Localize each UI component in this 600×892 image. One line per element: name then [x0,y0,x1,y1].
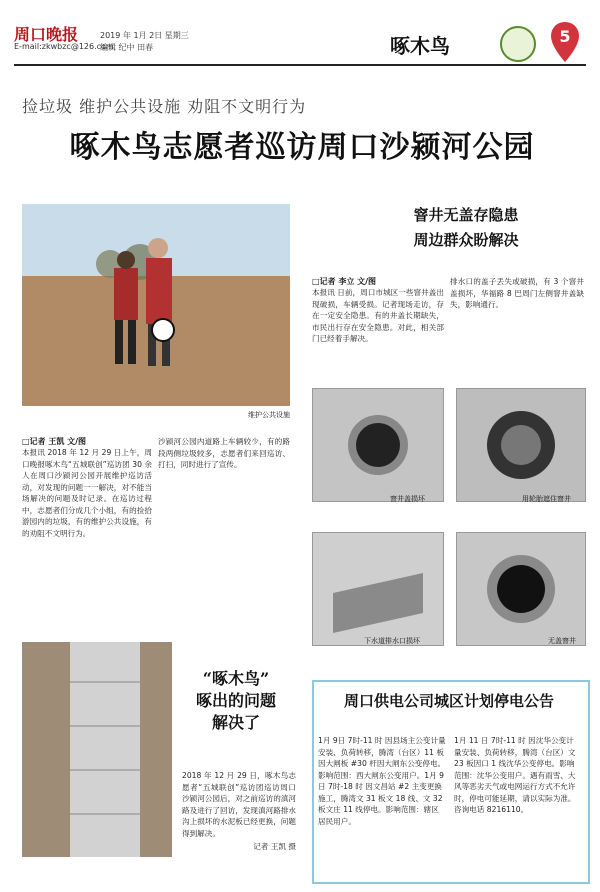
section-badge-icon [500,26,536,62]
manhole-byline: □记者 李立 文/图 [312,277,377,286]
manhole-photo-c [312,532,444,646]
woodpecker-body [182,770,296,853]
header-rule [14,64,586,66]
photo-caption: 维护公共设施 [248,411,290,419]
repaired-road-photo [22,642,172,857]
volunteer-photo [22,204,290,406]
photo-a-caption: 窨井盖损坏 [390,495,425,503]
page-number-badge [548,20,582,64]
manhole-photo-a [312,388,444,502]
power-notice-title: 周口供电公司城区计划停电公告 [343,692,554,710]
email-address: E-mail:zkwbzc@126.com [14,42,114,51]
photo-d-caption: 无盖窨井 [548,637,576,645]
main-article-column-1 [22,436,152,539]
article-headline: 啄木鸟志愿者巡访周口沙颍河公园 [69,130,535,165]
woodpecker-body-text: 2018 年 12 月 29 日，啄木鸟志愿者“五城联创”巡访团巡访周口沙颍河公园后，对之前巡访的滇河路及进行了回访，发现滇河路排水沟上损坏的水泥板已经更换，问题得到解决。 [182,771,296,838]
woodpecker-title-line: “啄木鸟” [202,669,270,688]
photo-c-caption: 下水道排水口损坏 [364,637,420,645]
pull-quote [344,204,588,254]
manhole-body-text-2: 排水口的盖子丢失或破损，有 3 个窨井盖损坏，华福路 8 巴周门左侧窨井盖缺失，影响通行。 [450,277,584,309]
page-number: 5 [559,27,571,46]
pull-quote-line: 周边群众盼解决 [413,231,519,249]
woodpecker-title [176,668,296,734]
photo-b-caption: 用轮胎遮住窨井 [522,495,571,503]
woodpecker-title-line: 解决了 [211,713,260,732]
manhole-body-text: 本报讯 日前，周口市城区一些窨井盖出现破损，车辆受损。记者现场走访，存在一定安全隐患。有的井盖长期缺失，市民出行存在安全隐患。对此，相关部门已经着手解决。 [312,288,444,343]
woodpecker-byline: 记者 王凯 摄 [253,842,296,851]
main-body-text-2: 沙颍河公园内道路上车辆较少，有的路段两侧垃圾较多，志愿者们来回巡访、打扫，同时进行了宣传。 [158,437,290,469]
manhole-photo-b [456,388,586,502]
woodpecker-title-line: 啄出的问题 [195,691,276,710]
manhole-article-column [312,276,444,345]
main-body-text: 本报讯 2018 年 12 月 29 日上午，周口晚报啄木鸟“五城联创”巡访团 30 余人在周口沙颍河公园开展维护巡访活动，对发现的问题一一解决，对不能当场解决的问题及时记录。在巡访过程中，志愿者们分成几个小组，有的捡拾游园内的垃圾，有的维护公共设施，有的劝阻不文明行为。 [22,448,152,538]
newspaper-logo: 周口晚报 [14,25,79,44]
power-notice-body-2: 1月 11 日 7时-11 时 因沈华公变计量安装、负荷转移，腾湾（台区）文 23 板因口 1 线沈华公变停电。影响范围：沈华公变用户。遇有雨雪、大风等恶劣天气或电网运行方式不允许时，停电可能延期，请以实际为准。咨询电话 8216110。 [454,736,576,814]
issue-date: 2019 年 1月 2日 星期三 [100,31,189,40]
editor-credit: 编辑 纪中 田春 [100,43,154,52]
power-notice-body: 1月 9日 7时-11 时 因县场主公变计量安装、负荷转移，腾湾（台区）11 板因大闸板 #30 杆因大闸东公变停电。影响范围：西大闸东公变用户。1月 9日 7时-18 时 因文昌站 #2 主变更换施工，腾湾文 31 板文 18 线、文 32 板文庄 11 线停电。影响范围：辖区居民用户。 [318,736,446,826]
pull-quote-line: 窨井无盖存隐患 [413,206,519,224]
main-byline: □记者 王凯 文/图 [22,437,87,446]
manhole-photo-d [456,532,586,646]
article-kicker: 捡垃圾 维护公共设施 劝阻不文明行为 [22,97,307,116]
section-title: 啄木鸟 [390,34,450,58]
